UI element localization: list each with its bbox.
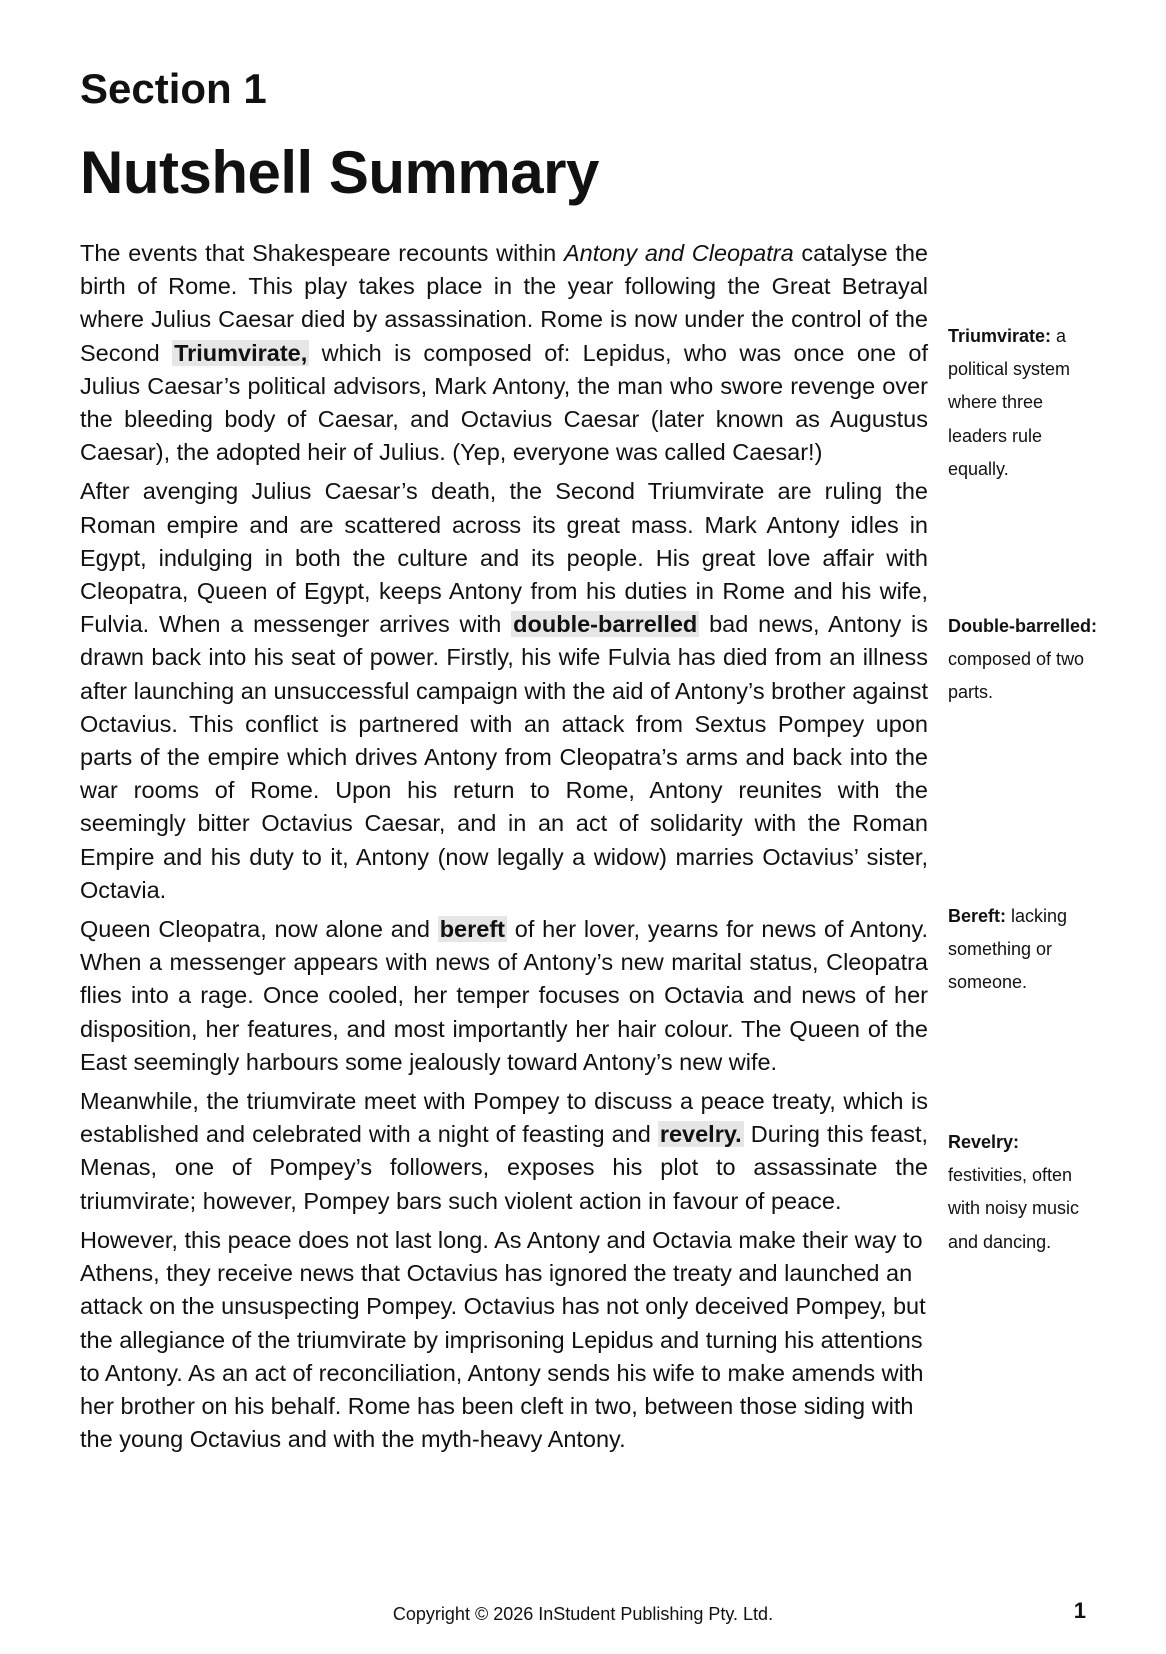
glossary-term: Triumvirate:: [948, 326, 1052, 346]
paragraph-antony-egypt: [80, 475, 928, 907]
footer-copyright: Copyright © 2026 InStudent Publishing Pty. Ltd.: [392, 1604, 774, 1624]
page-number: 1: [1073, 1598, 1086, 1623]
text-run: The events that Shakespeare recounts within: [80, 240, 564, 266]
glossary-definition: festivities, often with noisy music and dancing.: [948, 1165, 1080, 1252]
text-run: of her lover, yearns for news of Antony. When a messenger appears with news of Antony’s new marital status, Cleopatra flies into a rage. Once cooled, her temper focuses on Octavia and news of her disposition, her features, and most importantly her hair colour. The Queen of the East seemingly harbours some jealously toward Antony’s new wife.: [80, 916, 928, 1075]
glossary-note-revelry: [948, 1126, 1098, 1259]
paragraph-peace-broken: [80, 1224, 928, 1456]
paragraph-intro: [80, 237, 928, 469]
text-run: However, this peace does not last long. As Antony and Octavia make their way to Athens, they receive news that Octavius has ignored the treaty and launched an attack on the unsuspecting Pompey. Octavius has not only deceived Pompey, but the allegiance of the triumvirate by imprisoning Lepidus and turning his attentions to Antony. As an act of reconciliation, Antony sends his wife to make amends with her brother on his behalf. Rome has been cleft in two, between those siding with the young Octavius and with the myth-heavy Antony.: [80, 1226, 926, 1453]
glossary-definition: composed of two parts.: [948, 649, 1085, 703]
text-run: Queen Cleopatra, now alone and: [80, 916, 438, 943]
glossary-term: Bereft:: [948, 906, 1007, 926]
highlighted-term-revelry: revelry.: [659, 1121, 742, 1148]
text-run: catalyse the birth of Rome. This play takes place in the year following the Great Betrayal where Julius Caesar died by assassination. Rome is now under the control of the Second: [80, 240, 929, 366]
glossary-term: Double-barrelled:: [948, 616, 1098, 636]
glossary-definition: lacking something or someone.: [948, 906, 1068, 993]
glossary-note-triumvirate: [948, 320, 1098, 486]
glossary-note-double-barrelled: [948, 610, 1098, 710]
text-run: bad news, Antony is drawn back into his seat of power. Firstly, his wife Fulvia has died from an illness after launching an unsuccessful campaign with the aid of Antony’s brother against Octavius. This conflict is partnered with an attack from Sextus Pompey upon parts of the empire which drives Antony from Cleopatra’s arms and back into the war rooms of Rome. Upon his return to Rome, Antony reunites with the seemingly bitter Octavius Caesar, and in an act of solidarity with the Roman Empire and his duty to it, Antony (now legally a widow) marries Octavius’ sister, Octavia.: [80, 611, 928, 903]
text-run: Meanwhile, the triumvirate meet with Pompey to discuss a peace treaty, which is established and celebrated with a night of feasting and: [80, 1088, 928, 1148]
highlighted-term-bereft: bereft: [439, 916, 505, 943]
paragraph-peace-treaty: [80, 1085, 928, 1218]
section-label: Section 1: [80, 65, 267, 112]
play-title-italic: Antony and Cleopatra: [563, 240, 794, 266]
paragraph-cleopatra: [80, 913, 928, 1079]
text-run: which is composed of: Lepidus, who was once one of Julius Caesar’s political advisors, Mark Antony, the man who swore revenge over the bleeding body of Caesar, and Octavius Caesar (later known as Augustus Caesar), the adopted heir of Julius. (Yep, everyone was called Caesar!): [80, 339, 928, 466]
text-run: During this feast, Menas, one of Pompey’s followers, exposes his plot to assassinate the triumvirate; however, Pompey bars such violent action in favour of peace.: [80, 1121, 929, 1214]
main-text: [80, 237, 928, 1462]
glossary-term: Revelry:: [948, 1132, 1020, 1152]
highlighted-term-double-barrelled: double-barrelled: [513, 611, 698, 638]
highlighted-term-triumvirate: Triumvirate,: [174, 339, 308, 366]
glossary-note-bereft: [948, 900, 1098, 1000]
glossary-definition: a political system where three leaders rule equally.: [948, 326, 1071, 479]
text-run: After avenging Julius Caesar’s death, the Second Triumvirate are ruling the Roman empire and are scattered across its great mass. Mark Antony idles in Egypt, indulging in both the culture and its people. His great love affair with Cleopatra, Queen of Egypt, keeps Antony from his duties in Rome and his wife, Fulvia. When a messenger arrives with: [80, 478, 928, 638]
page-title: Nutshell Summary: [80, 139, 599, 206]
